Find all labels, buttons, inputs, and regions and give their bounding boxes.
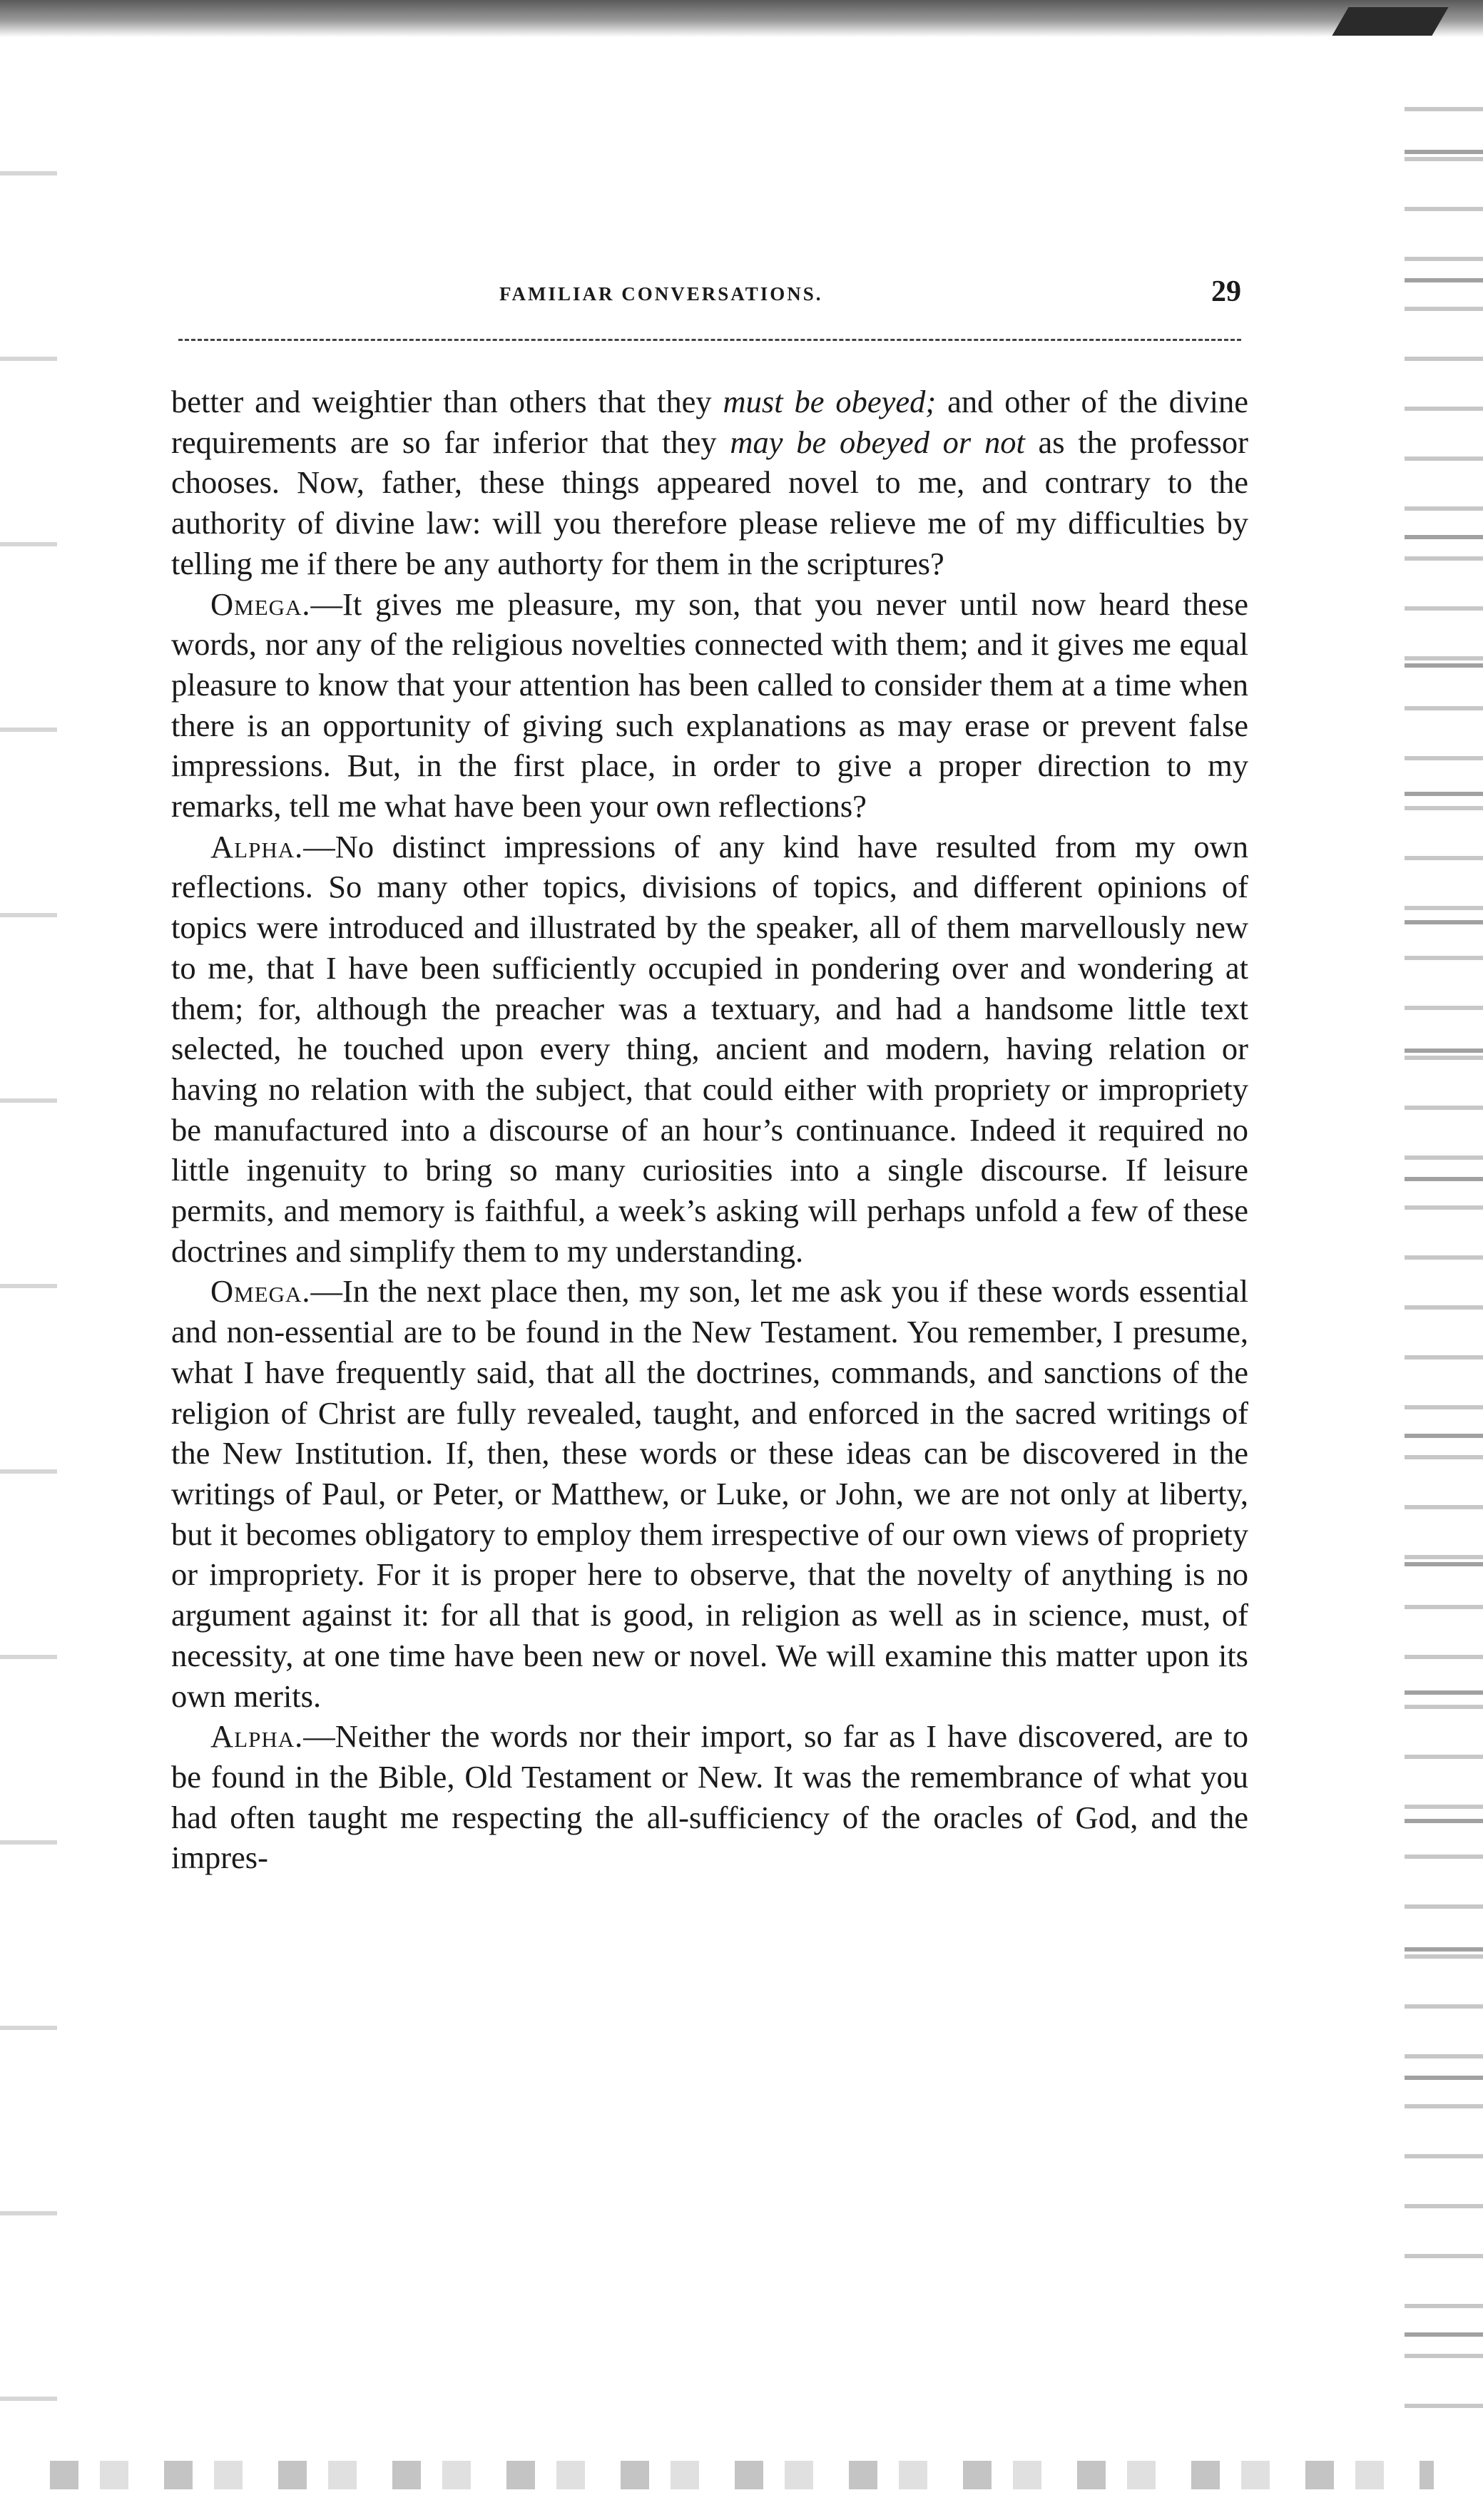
scan-edge-top xyxy=(0,0,1483,37)
paragraph xyxy=(171,1716,1248,1878)
text-segment: better and weightier than others that they xyxy=(171,384,723,419)
text-segment: —In the next place then, my son, let me ask you if these words essential and non-essential are to be found in the New Testament. You remember, I presume, what I have frequently said, that all the doctrines, commands, and sanctions of the religion of Christ are fully revealed, taught, and enforced in the sacred writings of the New Institution. If, then, these words or these ideas can be discovered in the writings of Paul, or Peter, or Matthew, or Luke, or John, we are not only at liberty, but it becomes obligatory to employ them irrespective of our own views of propriety or impropriety. For it is proper here to observe, that the novelty of anything is no argument against it: for all that is good, in religion as well as in science, must, of necessity, at one time have been new or novel. We will examine this matter upon its own merits. xyxy=(171,1273,1248,1714)
paragraph xyxy=(171,382,1248,584)
text-segment: and other of the divine requirements are so far inferior that they xyxy=(171,384,1248,460)
scan-edge-right xyxy=(1405,86,1483,2454)
text-segment-italic: must be obeyed; xyxy=(723,384,937,419)
text-segment: —It gives me pleasure, my son, that you never until now heard these words, nor any of the religious novelties connected with them; and it gives me equal pleasure to know that your attention has been called to consider them at a time when there is an opportunity of giving such explanations as may erase or prevent false impressions. But, in the first place, in order to give a proper direction to my remarks, tell me what have been your own reflections? xyxy=(171,586,1248,825)
text-segment: —Neither the words nor their import, so far as I have discovered, are to be found in the Bible, Old Testament or New. It was the remembrance of what you had often taught me respecting the all-sufficiency of the oracles of God, and the impres- xyxy=(171,1718,1248,1876)
speaker-label: Omega. xyxy=(210,1273,311,1310)
text-segment: —No distinct impressions of any kind have resulted from my own reflections. So many other topics, divisions of topics, and different opinions of topics were introduced and illustrated by the speaker, all of them marvellously new to me, that I have been sufficiently occupied in pondering over and wondering at them; for, although the preacher was a textuary, and had a handsome little text selected, he touched upon every thing, ancient and modern, having relation or having no relation with the subject, that could either with propriety or impropriety be manufactured into a discourse of an hour’s continuance. Indeed it required no little ingenuity to bring so many curiosities into a single discourse. If leisure permits, and memory is faithful, a week’s asking will perhaps unfold a few of these doctrines and simplify them to my understanding. xyxy=(171,828,1248,1269)
text-segment-italic: may be obeyed or not xyxy=(730,424,1025,460)
header-rule xyxy=(178,339,1241,341)
body-text xyxy=(171,382,1248,1878)
scan-edge-bottom xyxy=(50,2461,1434,2489)
running-header xyxy=(178,275,1241,325)
scan-edge-left xyxy=(0,71,57,2425)
text-segment: as the professor chooses. Now, father, these things appeared novel to me, and contrary to the authority of divine law: will you therefore please relieve me of my difficulties by telling me if there be any authorty for them in the scriptures? xyxy=(171,424,1249,581)
running-title: FAMILIAR CONVERSATIONS. xyxy=(499,283,823,305)
speaker-label: Omega. xyxy=(210,586,311,622)
paragraph xyxy=(171,827,1248,1272)
page-number: 29 xyxy=(1211,275,1241,308)
speaker-label: Alpha. xyxy=(210,828,304,864)
speaker-label: Alpha. xyxy=(210,1718,304,1755)
paragraph xyxy=(171,584,1248,827)
paragraph xyxy=(171,1271,1248,1716)
